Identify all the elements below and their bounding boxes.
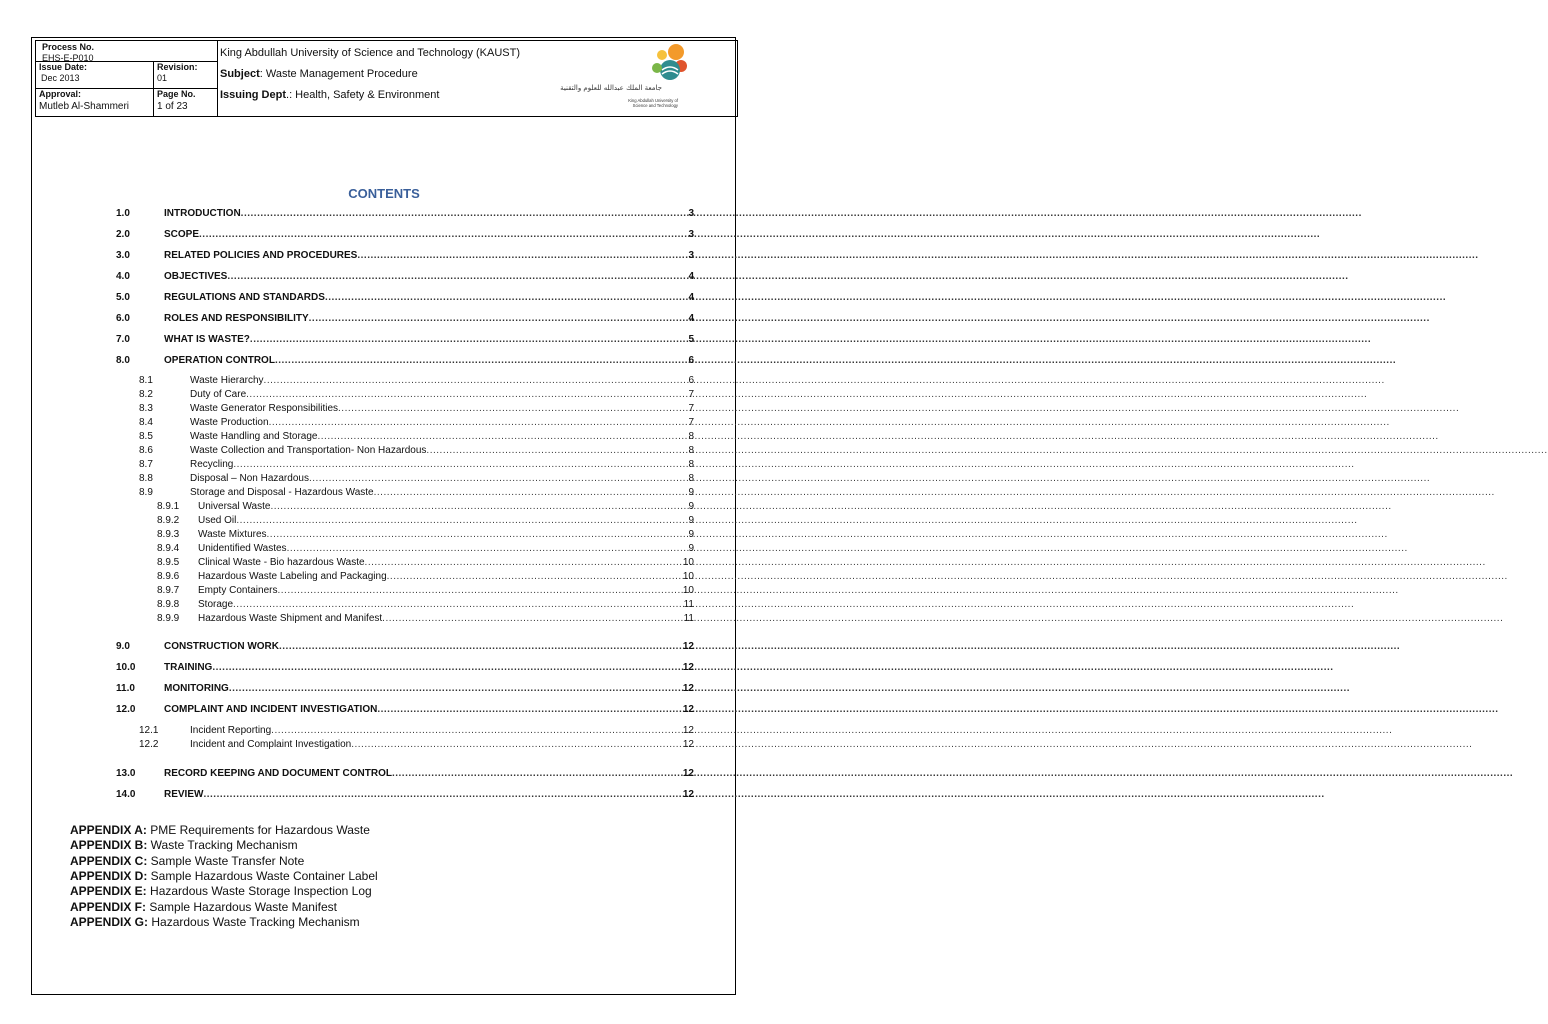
appendix-label: APPENDIX B: (70, 838, 148, 853)
toc-entry[interactable] (157, 556, 694, 569)
toc-entry[interactable] (139, 458, 694, 471)
approval-value: Mutleb Al-Shammeri (39, 101, 130, 112)
logo-english-line-1: King Abdullah University of (628, 98, 678, 103)
appendix-item[interactable] (70, 900, 337, 915)
toc-entry-title: REVIEW (164, 789, 204, 800)
toc-leader-dots (277, 584, 1398, 597)
toc-entry-number: 8.0 (116, 355, 130, 366)
toc-entry-title-line (164, 661, 676, 674)
toc-entry-number: 10.0 (116, 662, 136, 673)
toc-entry-number: 8.9.4 (157, 543, 180, 554)
toc-entry-number: 8.9.6 (157, 571, 180, 582)
toc-entry-page: 11 (683, 613, 694, 624)
toc-entry-title-line (190, 458, 676, 471)
toc-entry-number: 9.0 (116, 641, 130, 652)
toc-entry[interactable] (116, 291, 694, 304)
toc-entry-number: 13.0 (116, 768, 136, 779)
toc-entry[interactable] (139, 416, 694, 429)
toc-leader-dots (382, 612, 1503, 625)
toc-entry-title-line (198, 598, 676, 611)
toc-entry-page: 12 (682, 662, 694, 673)
revision-label: Revision: (157, 62, 198, 72)
toc-entry[interactable] (116, 767, 694, 780)
toc-leader-dots (267, 528, 1388, 541)
issue-date-label: Issue Date: (39, 62, 88, 72)
revision-value: 01 (157, 73, 168, 83)
toc-entry-number: 8.1 (139, 375, 153, 386)
toc-entry-title-line (164, 228, 676, 241)
toc-entry-title-line (164, 312, 676, 325)
toc-entry[interactable] (157, 570, 694, 583)
toc-entry-title: RELATED POLICIES AND PROCEDURES (164, 250, 358, 261)
toc-entry[interactable] (139, 738, 694, 751)
toc-entry-title: Clinical Waste - Bio hazardous Waste (198, 557, 365, 568)
toc-entry-page: 9 (688, 501, 694, 512)
toc-entry[interactable] (157, 542, 694, 555)
appendix-item[interactable] (70, 869, 378, 884)
toc-entry-title: Unidentified Wastes (198, 543, 287, 554)
toc-entry-title-line (190, 402, 676, 415)
toc-entry-title-line (164, 291, 676, 304)
toc-entry-title: Waste Mixtures (198, 529, 267, 540)
contents-title: CONTENTS (348, 186, 420, 201)
toc-entry-number: 2.0 (116, 229, 130, 240)
toc-entry-title: Incident and Complaint Investigation (190, 739, 352, 750)
toc-entry-page: 6 (688, 355, 694, 366)
appendix-title: Sample Hazardous Waste Manifest (146, 899, 337, 914)
approval-cell (39, 89, 151, 114)
toc-entry[interactable] (116, 207, 694, 220)
toc-entry-page: 4 (688, 292, 694, 303)
toc-entry-number: 8.8 (139, 473, 153, 484)
subject-value: : Waste Management Procedure (259, 68, 418, 80)
toc-entry-title: TRAINING (164, 662, 213, 673)
toc-entry-title: Recycling (190, 459, 234, 470)
toc-entry-title-line (164, 333, 676, 346)
toc-leader-dots (275, 354, 1396, 367)
toc-entry-title: Disposal – Non Hazardous (190, 473, 309, 484)
toc-entry-title: Waste Hierarchy (190, 375, 264, 386)
toc-entry-number: 8.6 (139, 445, 153, 456)
toc-entry-number: 14.0 (116, 789, 136, 800)
toc-entry-title-line (190, 444, 676, 457)
toc-entry-page: 7 (688, 389, 694, 400)
appendix-title: Sample Hazardous Waste Container Label (147, 868, 378, 883)
toc-entry-page: 9 (688, 529, 694, 540)
appendix-label: APPENDIX G: (70, 914, 149, 929)
appendix-title: PME Requirements for Hazardous Waste (146, 823, 370, 837)
toc-entry-title: Empty Containers (198, 585, 278, 596)
toc-leader-dots (229, 682, 1350, 695)
toc-leader-dots (318, 430, 1439, 443)
toc-leader-dots (241, 207, 1362, 220)
kaust-logo (560, 43, 692, 115)
toc-entry-page: 7 (688, 417, 694, 428)
toc-leader-dots (264, 374, 1385, 387)
toc-entry-page: 8 (688, 459, 694, 470)
toc-entry-title-line (190, 374, 676, 387)
toc-entry[interactable] (116, 703, 694, 716)
toc-entry-number: 8.9.1 (157, 501, 180, 512)
toc-entry-title-line (198, 584, 676, 597)
toc-entry-page: 8 (688, 445, 694, 456)
toc-entry-title-line (198, 556, 676, 569)
toc-leader-dots (351, 738, 1472, 751)
toc-entry-title: SCOPE (164, 229, 200, 240)
appendix-label: APPENDIX D: (70, 868, 148, 883)
toc-entry-title-line (164, 640, 676, 653)
toc-entry-number: 8.9.7 (157, 585, 180, 596)
toc-entry-number: 12.1 (139, 725, 159, 736)
toc-leader-dots (199, 228, 1320, 241)
toc-leader-dots (387, 570, 1508, 583)
toc-entry-page: 3 (688, 250, 694, 261)
toc-leader-dots (203, 788, 1324, 801)
toc-leader-dots (269, 416, 1390, 429)
toc-entry-number: 7.0 (116, 334, 130, 345)
toc-leader-dots (279, 640, 1400, 653)
toc-entry[interactable] (116, 312, 694, 325)
toc-entry[interactable] (139, 430, 694, 443)
toc-entry-page: 3 (688, 229, 694, 240)
toc-entry-number: 8.4 (139, 417, 153, 428)
appendix-item[interactable] (70, 915, 360, 930)
toc-entry-title-line (164, 703, 676, 716)
toc-entry-page: 10 (682, 585, 694, 596)
appendix-label: APPENDIX A: (70, 823, 147, 837)
toc-entry-page: 12 (682, 739, 694, 750)
toc-entry-page: 10 (682, 571, 694, 582)
toc-leader-dots (246, 388, 1367, 401)
toc-entry-page: 4 (688, 313, 694, 324)
logo-english-line-2: Science and Technology (632, 103, 678, 108)
appendix-item[interactable] (70, 838, 298, 853)
toc-entry-page: 8 (688, 431, 694, 442)
appendix-title: Waste Tracking Mechanism (147, 838, 298, 853)
toc-entry-number: 1.0 (116, 208, 130, 219)
toc-entry-title-line (164, 354, 676, 367)
toc-entry-number: 8.9.5 (157, 557, 180, 568)
toc-entry-title-line (198, 542, 676, 555)
toc-entry-page: 10 (682, 557, 694, 568)
toc-entry-title-line (190, 388, 676, 401)
toc-entry-title: CONSTRUCTION WORK (164, 641, 279, 652)
issuing-dept-line (220, 88, 439, 102)
appendix-item[interactable] (70, 854, 304, 869)
process-no-label: Process No. (42, 42, 95, 52)
toc-entry[interactable] (116, 661, 694, 674)
toc-entry-page: 5 (688, 334, 694, 345)
toc-entry-title-line (164, 682, 676, 695)
toc-leader-dots (426, 444, 1547, 457)
toc-entry-title-line (198, 514, 676, 527)
toc-leader-dots (236, 514, 1357, 527)
revision-cell (157, 62, 215, 84)
toc-entry[interactable] (116, 354, 694, 367)
toc-entry-title-line (198, 528, 676, 541)
toc-entry-title: OPERATION CONTROL (164, 355, 275, 366)
process-no-value: EHS-E-P010 (42, 53, 94, 63)
toc-entry-page: 9 (688, 515, 694, 526)
process-no-cell (42, 42, 212, 64)
toc-entry-page: 9 (688, 543, 694, 554)
toc-entry-title-line (190, 416, 676, 429)
page-no-value: 1 of 23 (157, 101, 188, 112)
toc-leader-dots (233, 458, 1354, 471)
toc-entry-title: WHAT IS WASTE? (164, 334, 250, 345)
toc-entry[interactable] (139, 388, 694, 401)
appendix-title: Hazardous Waste Storage Inspection Log (146, 884, 372, 899)
toc-entry[interactable] (157, 612, 694, 625)
toc-leader-dots (212, 661, 1333, 674)
toc-entry[interactable] (116, 270, 694, 283)
toc-entry[interactable] (116, 249, 694, 262)
toc-entry-number: 8.9.2 (157, 515, 180, 526)
toc-leader-dots (250, 333, 1371, 346)
appendix-label: APPENDIX C: (70, 853, 148, 868)
toc-entry-number: 3.0 (116, 250, 130, 261)
toc-entry-title: Incident Reporting (190, 725, 272, 736)
toc-entry[interactable] (157, 528, 694, 541)
appendix-label: APPENDIX E: (70, 884, 147, 899)
appendix-label: APPENDIX F: (70, 899, 147, 914)
kaust-logo-mark (560, 43, 692, 115)
toc-entry-page: 11 (683, 599, 694, 610)
issue-date-value: Dec 2013 (41, 73, 80, 83)
appendix-title: Sample Waste Transfer Note (147, 853, 305, 868)
toc-entry-number: 12.0 (116, 704, 136, 715)
toc-entry-page: 7 (688, 403, 694, 414)
appendix-item[interactable] (70, 884, 372, 899)
toc-leader-dots (392, 767, 1513, 780)
toc-entry[interactable] (157, 500, 694, 513)
toc-entry-title-line (164, 767, 676, 780)
toc-entry-title-line (198, 612, 676, 625)
toc-leader-dots (357, 249, 1478, 262)
toc-leader-dots (233, 598, 1354, 611)
toc-entry-title-line (190, 430, 676, 443)
toc-entry[interactable] (139, 374, 694, 387)
toc-entry-number: 8.9 (139, 487, 153, 498)
issue-date-cell (39, 62, 149, 84)
toc-entry-title: Used Oil (198, 515, 237, 526)
toc-entry-title: COMPLAINT AND INCIDENT INVESTIGATION (164, 704, 378, 715)
toc-leader-dots (309, 472, 1430, 485)
dept-value: .: Health, Safety & Environment (286, 89, 440, 101)
toc-entry[interactable] (157, 598, 694, 611)
toc-entry-title: Waste Collection and Transportation- Non Hazardous (190, 445, 427, 456)
toc-entry-page: 8 (688, 473, 694, 484)
appendix-title: Hazardous Waste Tracking Mechanism (148, 914, 360, 929)
toc-leader-dots (374, 486, 1495, 499)
toc-entry-title-line (164, 788, 676, 801)
toc-entry-title-line (190, 486, 676, 499)
approval-label: Approval: (39, 89, 82, 99)
page-no-cell (157, 89, 215, 114)
toc-entry-number: 8.5 (139, 431, 153, 442)
toc-entry-title-line (164, 270, 676, 283)
toc-entry[interactable] (157, 584, 694, 597)
toc-entry-number: 8.9.8 (157, 599, 180, 610)
toc-entry-title: INTRODUCTION (164, 208, 241, 219)
toc-entry[interactable] (139, 724, 694, 737)
toc-entry-number: 8.9.9 (157, 613, 180, 624)
toc-leader-dots (287, 542, 1408, 555)
toc-leader-dots (325, 291, 1446, 304)
toc-entry[interactable] (139, 402, 694, 415)
toc-entry-number: 6.0 (116, 313, 130, 324)
toc-entry-title: MONITORING (164, 683, 229, 694)
toc-leader-dots (338, 402, 1459, 415)
toc-entry[interactable] (116, 228, 694, 241)
toc-entry-number: 8.9.3 (157, 529, 180, 540)
toc-entry-number: 11.0 (116, 683, 135, 694)
toc-entry-title: Storage (198, 599, 234, 610)
toc-entry-page: 9 (688, 487, 694, 498)
toc-entry[interactable] (116, 788, 694, 801)
toc-entry-title: Hazardous Waste Shipment and Manifest (198, 613, 383, 624)
toc-entry-title-line (190, 738, 676, 751)
toc-entry[interactable] (157, 514, 694, 527)
dept-label: Issuing Dept (220, 89, 287, 101)
toc-entry[interactable] (116, 333, 694, 346)
toc-entry-title: Waste Production (190, 417, 269, 428)
toc-entry-title-line (190, 724, 676, 737)
logo-arabic-text: جامعة الملك عبدالله للعلوم والتقنية (560, 84, 662, 92)
toc-entry-number: 4.0 (116, 271, 130, 282)
toc-entry-title-line (198, 570, 676, 583)
toc-entry-number: 12.2 (139, 739, 159, 750)
subject-line (220, 67, 418, 81)
toc-entry[interactable] (116, 682, 694, 695)
toc-entry-number: 8.2 (139, 389, 153, 400)
toc-entry-page: 12 (682, 704, 694, 715)
toc-leader-dots (365, 556, 1486, 569)
toc-leader-dots (270, 500, 1391, 513)
subject-label: Subject (220, 68, 260, 80)
organization-name: King Abdullah University of Science and Technology (KAUST) (220, 47, 521, 59)
toc-entry-title: Hazardous Waste Labeling and Packaging (198, 571, 387, 582)
toc-entry-title: Storage and Disposal - Hazardous Waste (190, 487, 374, 498)
toc-entry-number: 8.7 (139, 459, 153, 470)
toc-entry-title: OBJECTIVES (164, 271, 228, 282)
toc-entry-title: RECORD KEEPING AND DOCUMENT CONTROL (164, 768, 392, 779)
toc-entry-page: 6 (688, 375, 694, 386)
toc-entry[interactable] (139, 472, 694, 485)
toc-entry-page: 12 (682, 641, 694, 652)
appendix-item[interactable] (70, 823, 370, 838)
toc-entry-title: Universal Waste (198, 501, 271, 512)
toc-leader-dots (227, 270, 1348, 283)
toc-entry-title: Waste Handling and Storage (190, 431, 318, 442)
toc-entry-page: 12 (682, 683, 694, 694)
toc-entry[interactable] (116, 640, 694, 653)
toc-entry-title-line (198, 500, 676, 513)
toc-leader-dots (271, 724, 1392, 737)
toc-entry-title: ROLES AND RESPONSIBILITY (164, 313, 309, 324)
page-no-label: Page No. (157, 89, 196, 99)
toc-entry-page: 3 (688, 208, 694, 219)
toc-entry-number: 5.0 (116, 292, 130, 303)
toc-leader-dots (309, 312, 1430, 325)
toc-entry[interactable] (139, 444, 694, 457)
toc-entry-title: Waste Generator Responsibilities (190, 403, 339, 414)
toc-entry-number: 8.3 (139, 403, 153, 414)
toc-entry-page: 12 (682, 768, 694, 779)
toc-entry-title-line (164, 207, 676, 220)
toc-entry-title: REGULATIONS AND STANDARDS (164, 292, 325, 303)
toc-entry-page: 12 (682, 725, 694, 736)
toc-entry-title: Duty of Care (190, 389, 247, 400)
toc-leader-dots (377, 703, 1498, 716)
toc-entry-title-line (190, 472, 676, 485)
toc-entry-page: 12 (682, 789, 694, 800)
toc-entry-page: 4 (688, 271, 694, 282)
toc-entry-title-line (164, 249, 676, 262)
toc-entry[interactable] (139, 486, 694, 499)
